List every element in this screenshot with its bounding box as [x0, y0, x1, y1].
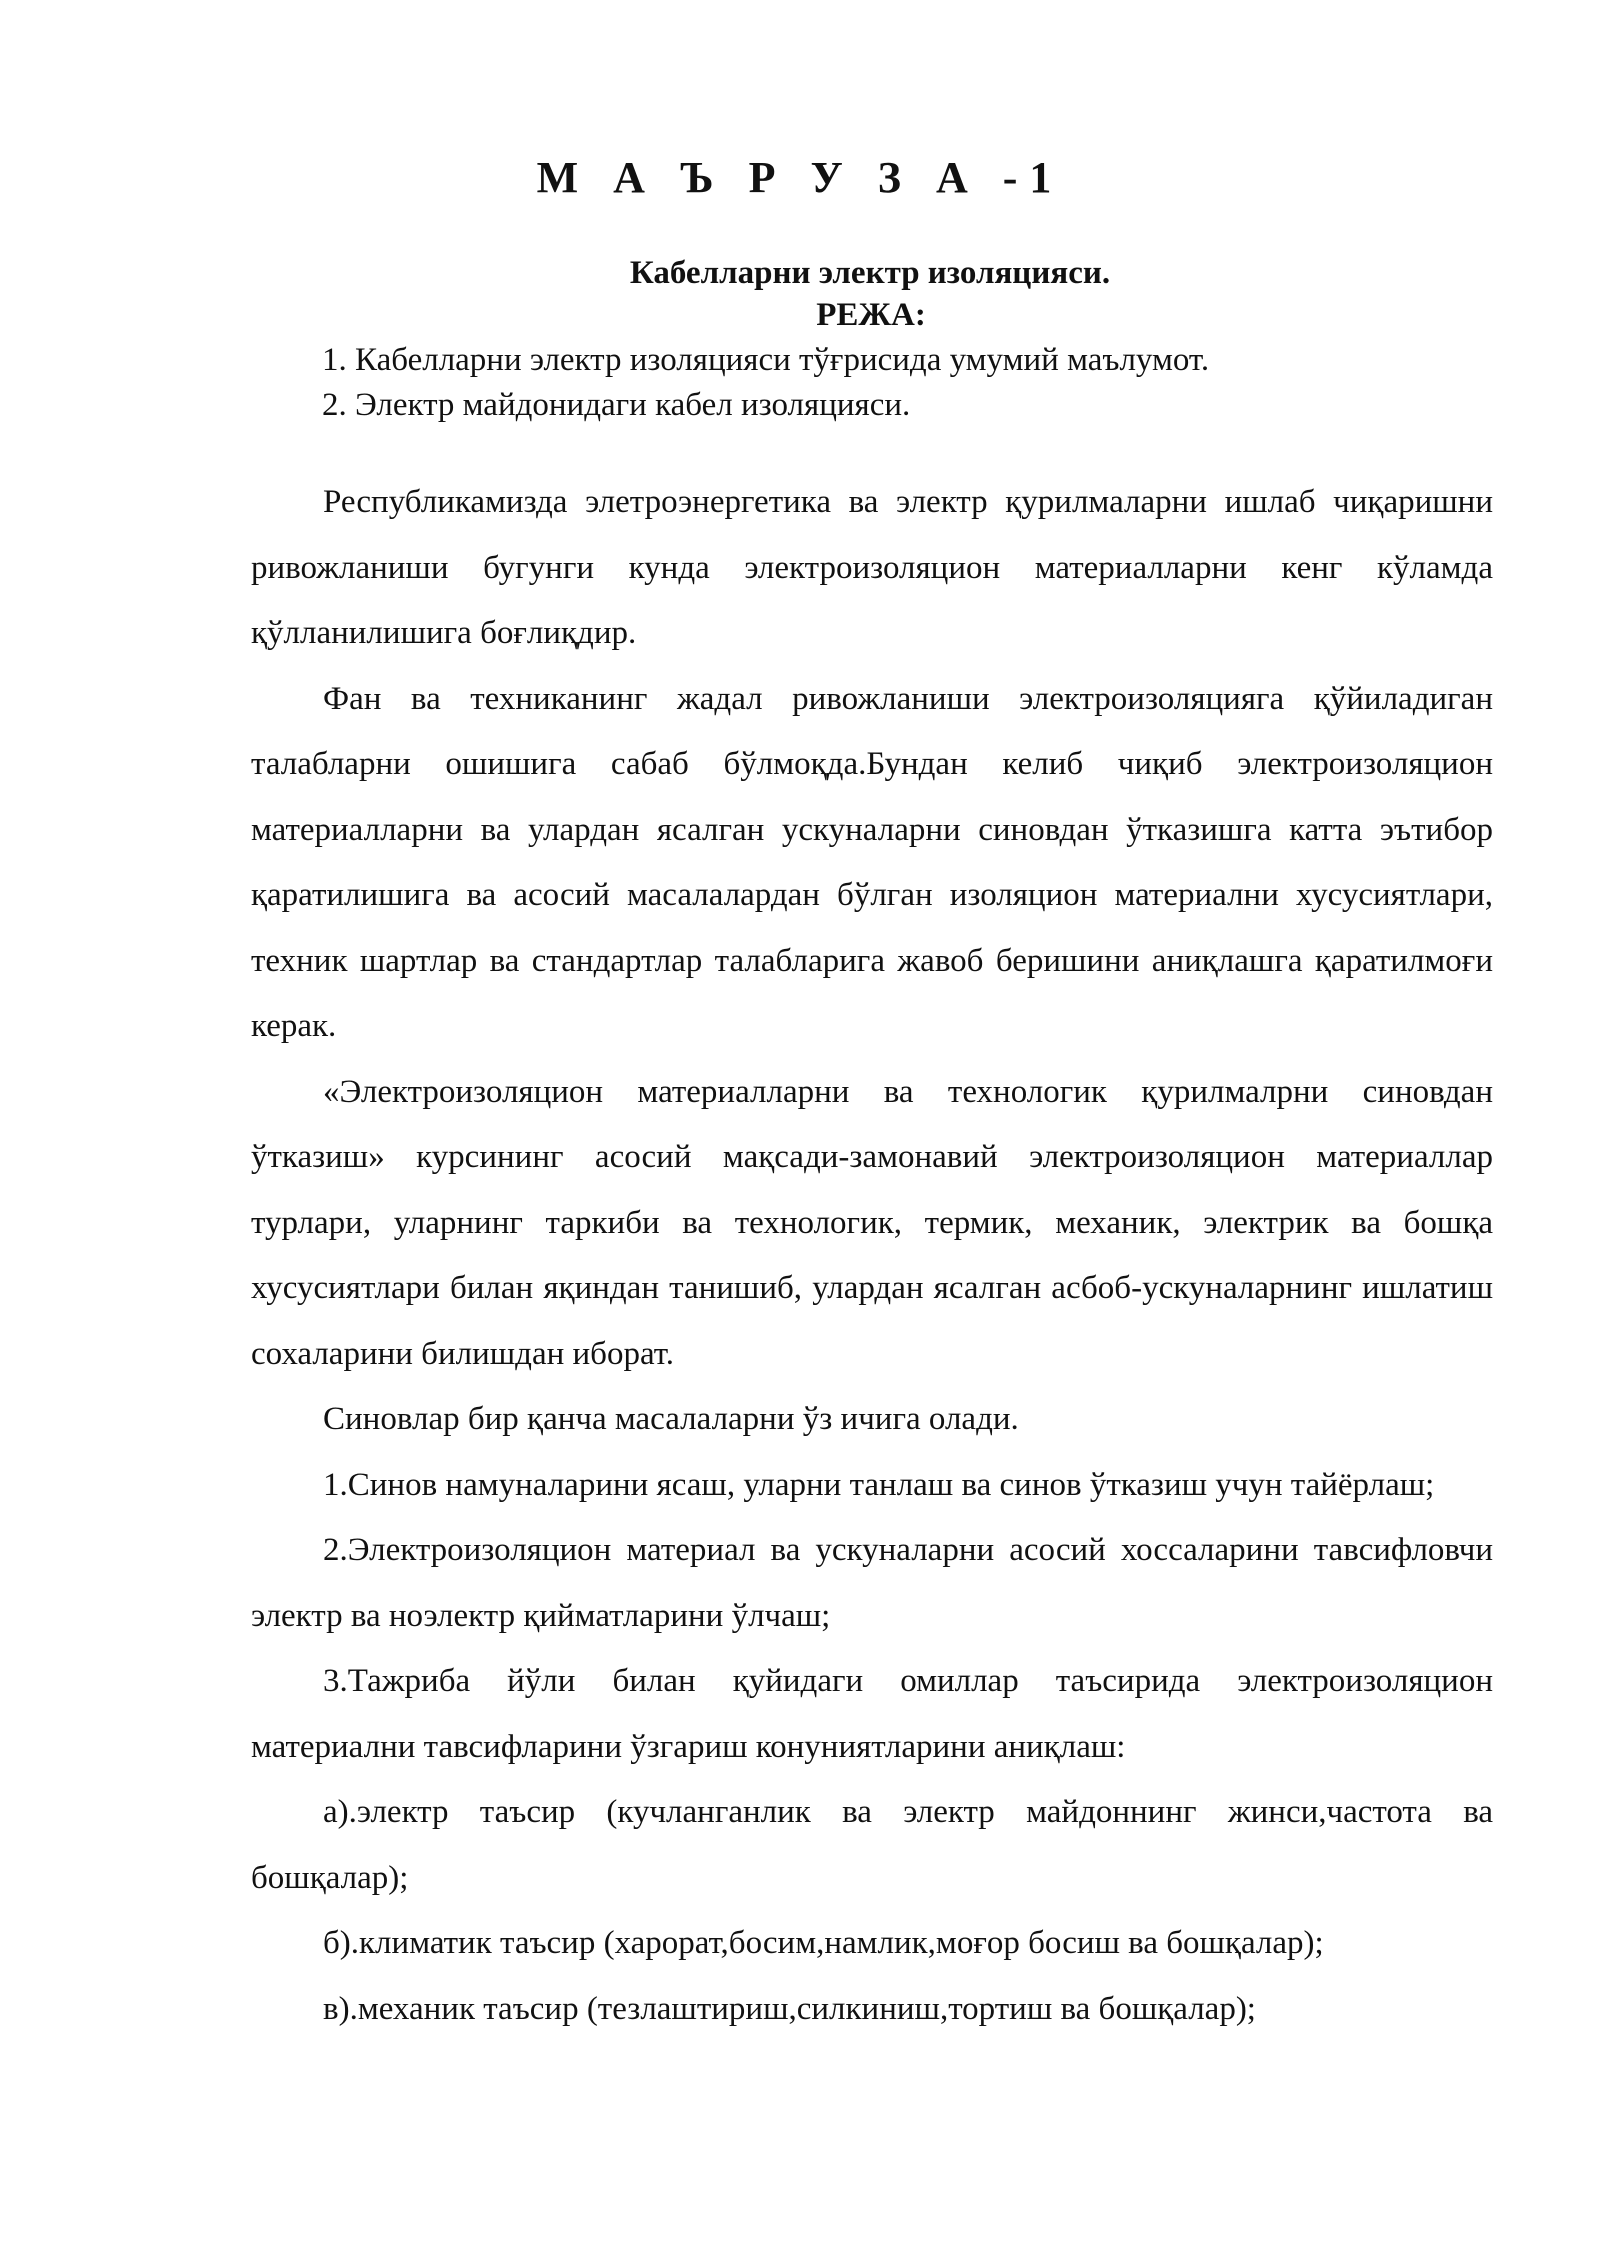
paragraph: Синовлар бир қанча масалаларни ўз ичига олади. — [323, 1401, 1019, 1437]
paragraph: Фан ва техниканинг жадал ривожланиши электроизоляцияга қўйиладиган талабларни ошишига сабаб бўлмоқда.Бундан келиб чиқиб электроизоляцион материалларни ва улардан ясалган ускуналарни синовдан ўтказишга катта эътибор қаратилишига ва асосий масалалардан бўлган изоляцион материални хусусиятлари, техник шартлар ва стандартлар талабларига жавоб беришини аниқлашга қаратилмоғи керак. — [251, 680, 1493, 1044]
lecture-subtitle: Кабелларни электр изоляцияси. — [629, 255, 1111, 291]
plan-item: 1. Кабелларни электр изоляцияси тўғрисида умумий маълумот. — [322, 342, 1210, 378]
plan-heading: РЕЖА: — [816, 297, 926, 333]
lecture-title: М А Ъ Р У З А -1 — [536, 153, 1064, 202]
paragraph: «Электроизоляцион материалларни ва технологик қурилмалрни синовдан ўтказиш» курсининг асосий мақсади-замонавий электроизоляцион материаллар турлари, уларнинг таркиби ва технологик, термик, механик, электрик ва бошқа хусусиятлари билан яқиндан танишиб, улардан ясалган асбоб-ускуналарнинг ишлатиш сохаларини билишдан иборат. — [251, 1073, 1493, 1372]
lecture-body — [251, 470, 1493, 2042]
paragraph: 1.Синов намуналарини ясаш, уларни танлаш ва синов ўтказиш учун тайёрлаш; — [323, 1466, 1435, 1503]
plan-list — [322, 338, 1209, 428]
plan-item: 2. Электр майдонидаги кабел изоляцияси. — [322, 387, 911, 423]
paragraph: 2.Электроизоляцион материал ва ускуналарни асосий хоссаларини тавсифловчи электр ва ноэлектр қийматларини ўлчаш; — [251, 1532, 1493, 1634]
paragraph: б).климатик таъсир (харорат,босим,намлик,моғор босиш ва бошқалар); — [323, 1925, 1324, 1961]
paragraph: в).механик таъсир (тезлаштириш,силкиниш,тортиш ва бошқалар); — [323, 1990, 1256, 2027]
paragraph: Республикамизда элетроэнергетика ва электр қурилмаларни ишлаб чиқаришни ривожланиши бугунги кунда электроизоляцион материалларни кенг кўламда қўлланилишига боғлиқдир. — [251, 484, 1493, 651]
paragraph: 3.Тажриба йўли билан қуйидаги омиллар таъсирида электроизоляцион материални тавсифларини ўзгариш конуниятларини аниқлаш: — [251, 1663, 1493, 1765]
paragraph: а).электр таъсир (кучланганлик ва электр майдоннинг жинси,частота ва бошқалар); — [251, 1794, 1493, 1896]
